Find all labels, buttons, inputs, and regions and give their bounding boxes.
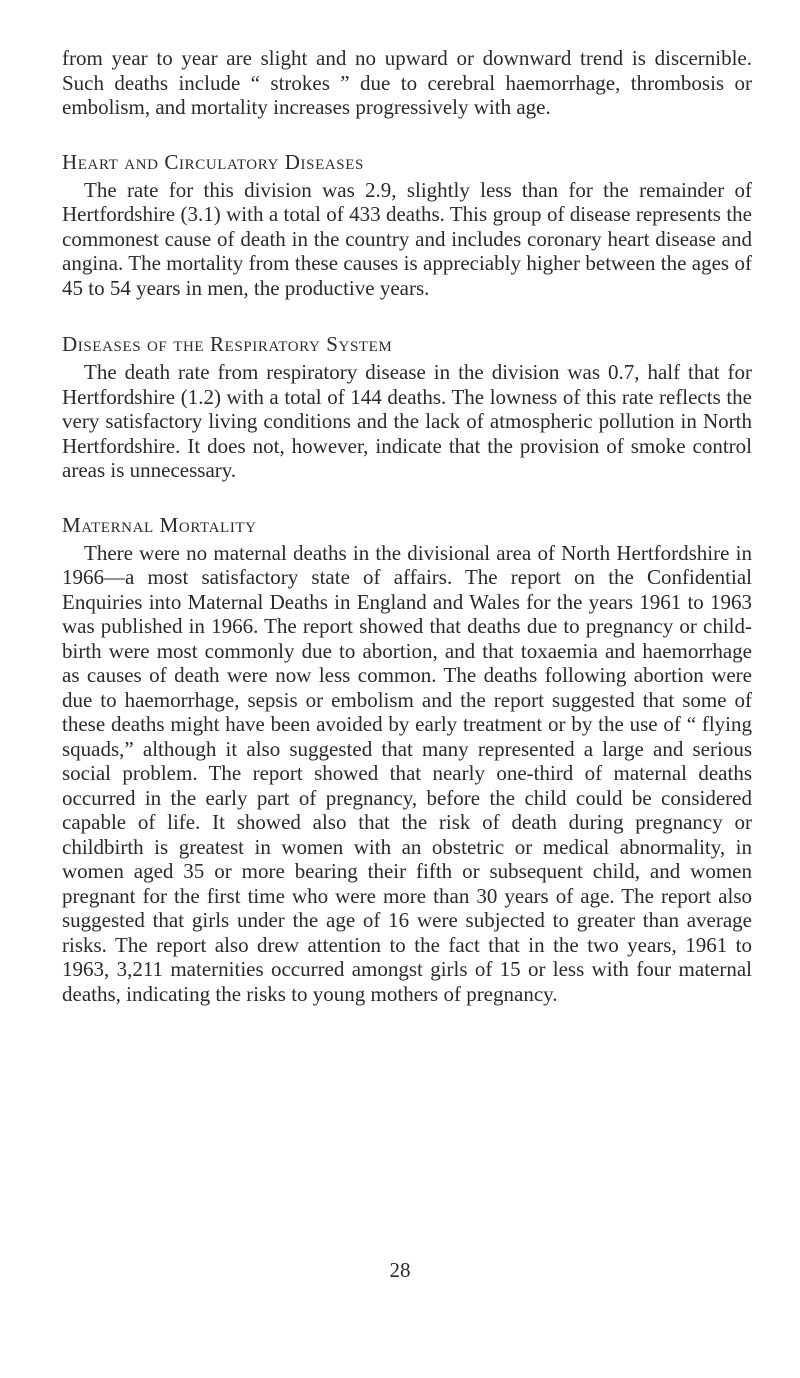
respiratory-paragraph: The death rate from respiratory disease in the division was 0.7, half that for Hertfordshire (1.2) with a total of 144 deaths. The lowness of this rate reflects the very satisfactory living conditions and the lack of atmospheric pollution in North Hertfordshire. It does not, however, indicate that the provision of smoke control areas is unnecessary. <box>62 360 752 482</box>
respiratory-heading: Diseases of the Respiratory System <box>62 332 393 356</box>
intro-section <box>62 46 752 120</box>
respiratory-section <box>62 332 752 483</box>
maternal-heading: Maternal Mortality <box>62 512 257 537</box>
document-page <box>62 46 752 1006</box>
intro-paragraph: from year to year are slight and no upward or downward trend is discernible. Such deaths include “ strokes ” due to cerebral haemorrhage, thrombosis or embolism, and mortality increases progressively with age. <box>62 46 752 119</box>
maternal-paragraph: There were no maternal deaths in the divisional area of North Hertfordshire in 1966—a most satisfactory state of affairs. The report on the Confidential Enquiries into Maternal Deaths in England and Wales for the years 1961 to 1963 was published in 1966. The report showed that deaths due to pregnancy or child-birth were most commonly due to abortion, and that toxaemia and haemorrhage as causes of death were now less common. The deaths following abortion were due to haemorrhage, sepsis or embolism and the report suggested that some of these deaths might have been avoided by early treatment or by the use of “ flying squads,” although it also suggested that many represented a large and serious social problem. The report showed that nearly one-third of maternal deaths occurred in the early part of pregnancy, before the child could be considered capable of life. It showed also that the risk of death during pregnancy or childbirth is greatest in women with an obstetric or medical abnormality, in women aged 35 or more bearing their fifth or subsequent child, and women pregnant for the first time who were more than 30 years of age. The report also suggested that girls under the age of 16 were subjected to greater than average risks. The report also drew attention to the fact that in the two years, 1961 to 1963, 3,211 maternities occurred amongst girls of 15 or less with four maternal deaths, indicating the risks to young mothers of pregnancy. <box>62 540 752 1006</box>
heart-heading: Heart and Circulatory Diseases <box>62 149 364 174</box>
maternal-section <box>62 513 752 1007</box>
heart-paragraph: The rate for this division was 2.9, slightly less than for the remainder of Hertfordshire (3.1) with a total of 433 deaths. This group of disease represents the commonest cause of death in the country and includes coronary heart disease and angina. The mortality from these causes is appreciably higher between the ages of 45 to 54 years in men, the productive years. <box>62 177 752 300</box>
heart-section <box>62 150 752 301</box>
page-number: 28 <box>389 1258 411 1282</box>
